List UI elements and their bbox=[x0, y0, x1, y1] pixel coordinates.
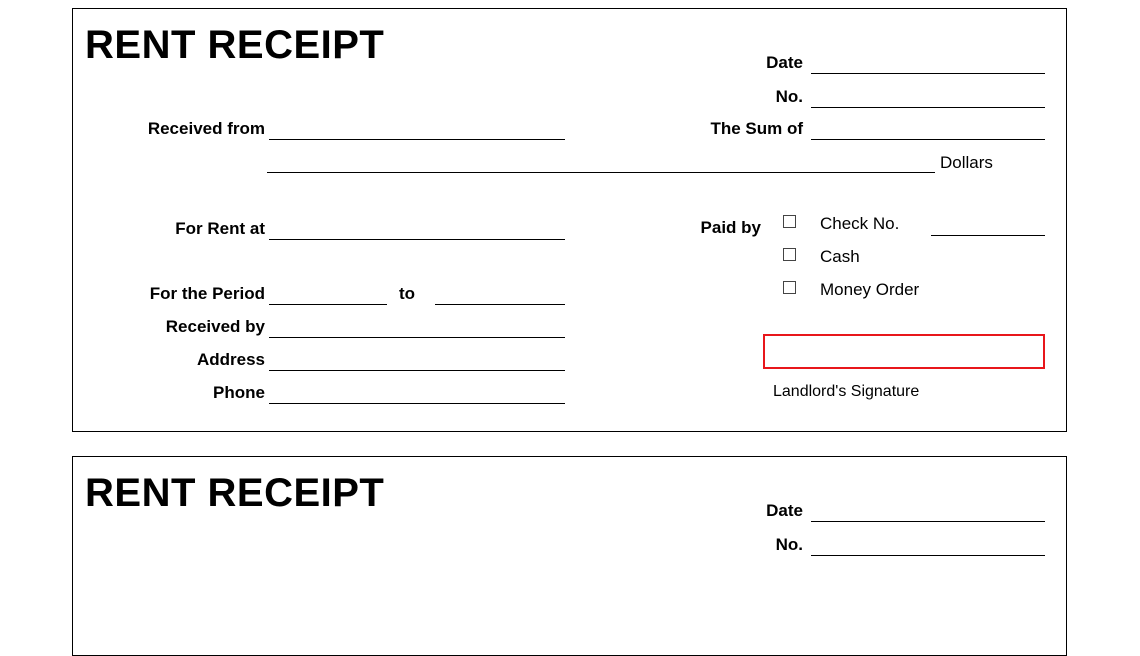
landlord-signature-field[interactable] bbox=[763, 334, 1045, 369]
address-input[interactable] bbox=[269, 370, 565, 371]
rent-receipt-card-1 bbox=[72, 8, 1067, 432]
checkbox-check[interactable] bbox=[783, 215, 796, 228]
money-order-label: Money Order bbox=[820, 280, 920, 299]
for-rent-at-input[interactable] bbox=[269, 239, 565, 240]
the-sum-of-continuation-input[interactable] bbox=[267, 172, 935, 173]
page-title-2: RENT RECEIPT bbox=[85, 471, 385, 515]
phone-label: Phone bbox=[213, 383, 265, 402]
no-label-2: No. bbox=[775, 535, 803, 554]
date-label-2: Date bbox=[766, 501, 803, 520]
address-label: Address bbox=[196, 350, 265, 369]
no-input[interactable] bbox=[811, 107, 1045, 108]
date-label: Date bbox=[766, 53, 803, 72]
period-from-input[interactable] bbox=[269, 304, 387, 305]
check-no-input[interactable] bbox=[931, 235, 1045, 236]
checkbox-cash[interactable] bbox=[783, 248, 796, 261]
page-title: RENT RECEIPT bbox=[85, 23, 385, 67]
period-to-input[interactable] bbox=[435, 304, 565, 305]
received-by-input[interactable] bbox=[269, 337, 565, 338]
paid-by-label: Paid by bbox=[700, 218, 761, 237]
no-label: No. bbox=[775, 87, 803, 106]
the-sum-of-label: The Sum of bbox=[710, 119, 803, 138]
received-by-label: Received by bbox=[165, 317, 265, 336]
for-the-period-label: For the Period bbox=[149, 284, 265, 303]
phone-input[interactable] bbox=[269, 403, 565, 404]
date-input-2[interactable] bbox=[811, 521, 1045, 522]
checkbox-money-order[interactable] bbox=[783, 281, 796, 294]
cash-label: Cash bbox=[820, 247, 860, 266]
check-no-label: Check No. bbox=[820, 214, 900, 233]
period-to-label: to bbox=[399, 284, 416, 303]
dollars-label: Dollars bbox=[940, 153, 993, 172]
the-sum-of-input[interactable] bbox=[811, 139, 1045, 140]
no-input-2[interactable] bbox=[811, 555, 1045, 556]
rent-receipt-card-2 bbox=[72, 456, 1067, 656]
date-input[interactable] bbox=[811, 73, 1045, 74]
for-rent-at-label: For Rent at bbox=[175, 219, 265, 238]
received-from-input[interactable] bbox=[269, 139, 565, 140]
received-from-label: Received from bbox=[147, 119, 265, 138]
signature-caption: Landlord's Signature bbox=[773, 383, 920, 400]
